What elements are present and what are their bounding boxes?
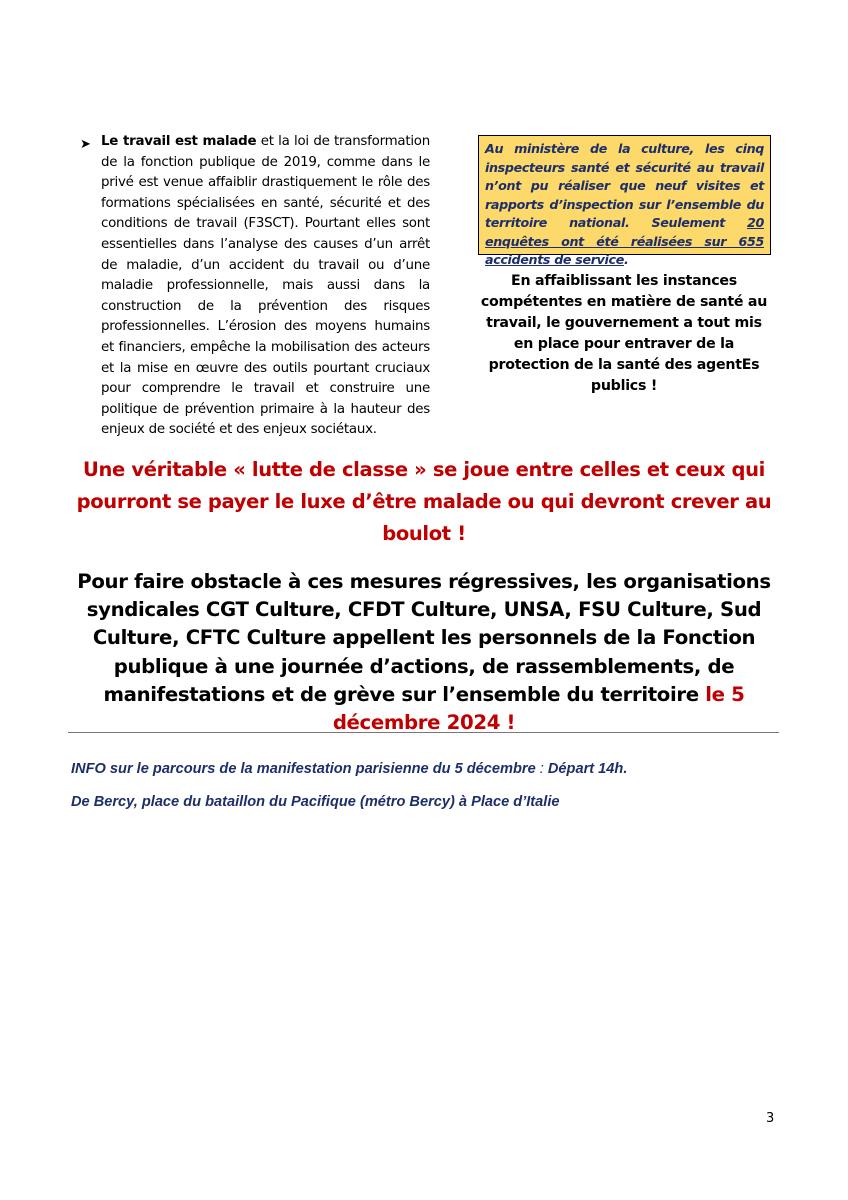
right-conclusion: En affaiblissant les instances compétentes en matière de santé au travail, le gouvernement a tout mis en place pour entraver de la protection de la santé des agentEs publics ! <box>480 273 768 394</box>
call-to-action <box>50 568 798 737</box>
info-separator: : <box>535 761 548 777</box>
info-line-2: De Bercy, place du bataillon du Pacifique (métro Bercy) à Place d’Italie <box>71 794 560 810</box>
highlight-box <box>478 135 771 267</box>
left-paragraph <box>101 132 430 441</box>
highlight-text-end: . <box>623 252 629 267</box>
divider <box>68 732 779 733</box>
bold-lead: Le travail est malade <box>101 134 257 149</box>
strike-date: le 5 décembre 2024 ! <box>332 682 745 735</box>
arrow-bullet-icon: ➤ <box>80 136 91 151</box>
page-number: 3 <box>766 1111 775 1126</box>
left-column <box>80 132 430 441</box>
call-to-action-text: Pour faire obstacle à ces mesures régressives, les organisations syndicales CGT Culture, CFDT Culture, UNSA, FSU Culture, Sud Culture, CFTC Culture appellent les personnels de la Fonction publique à une journée d’actions, de rassemblements, de manifestations et de grève sur l’ensemble du territoire <box>77 570 771 706</box>
info-line-1 <box>71 759 627 779</box>
left-paragraph-body: et la loi de transformation de la fonction publique de 2019, comme dans le privé est venue affaiblir drastiquement le rôle des formations spécialisées en santé, sécurité et des conditions de travail (F3SCT). Pourtant elles sont essentielles dans l’analyse des causes d’un arrêt de maladie, d’un accident du travail ou d’une maladie professionnelle, mais aussi dans la construction de la prévention des risques professionnelles. L’érosion des moyens humains et financiers, empêche la mobilisation des acteurs et la mise en œuvre des outils pourtant cruciaux pour comprendre le travail et construire une politique de prévention primaire à la hauteur des enjeux de société et des enjeux sociétaux. <box>101 134 430 438</box>
highlight-underlined: 20 enquêtes ont été réalisées sur 655 accidents de service <box>485 215 764 267</box>
info-departure: Départ 14h. <box>547 761 628 777</box>
highlight-text: Au ministère de la culture, les cinq inspecteurs santé et sécurité au travail n’ont pu réaliser que neuf visites et rapports d’inspection sur l’ensemble du territoire national. Seulement <box>485 141 764 230</box>
red-statement: Une véritable « lutte de classe » se joue entre celles et ceux qui pourront se payer le luxe d’être malade ou qui devront crever au boulot ! <box>76 458 772 545</box>
info-route-title: INFO sur le parcours de la manifestation parisienne du 5 décembre <box>71 761 536 777</box>
